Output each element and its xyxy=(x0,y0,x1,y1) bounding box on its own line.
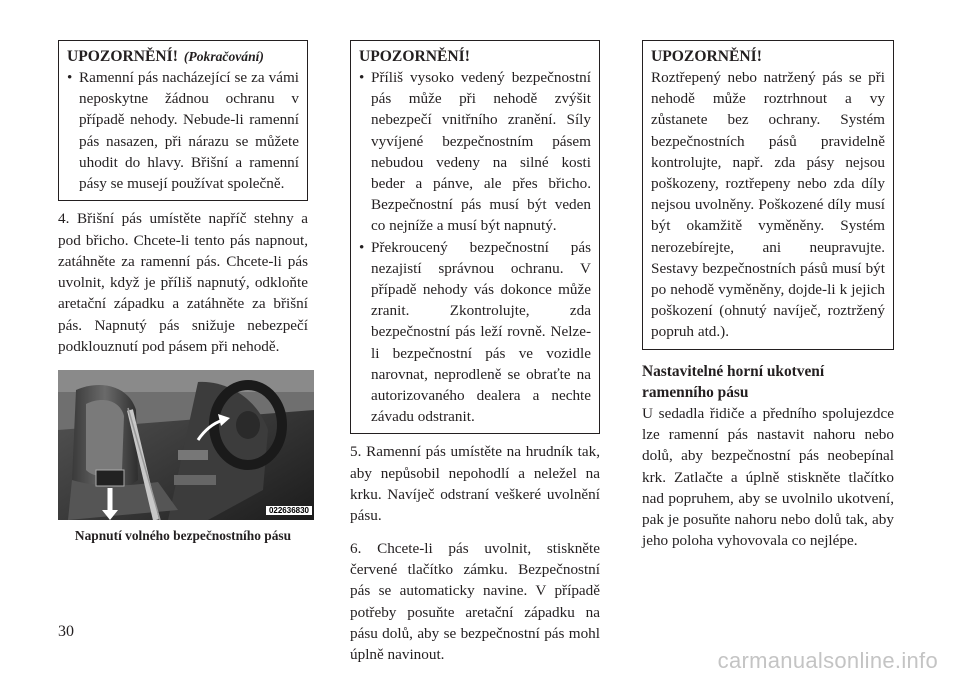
page-number: 30 xyxy=(58,623,74,640)
bullet-dot: • xyxy=(359,238,365,256)
warning-continued-label: (Pokračování) xyxy=(183,49,264,64)
step-5-text: 5. Ramenní pás umístěte na hrudník tak, aby nepůsobil nepohodlí a neležel na krku. Navíječ odstraní veškeré uvolnění pásu. xyxy=(350,443,600,525)
figure-caption: Napnutí volného bezpečnostního pásu xyxy=(74,528,292,544)
warning-text: Roztřepený nebo natržený pás se při nehodě může roztrhnout a vy zůstanete bez ochrany. Systém bezpečnostních pásů pravidelně kontrolujte, např. zda pásy nejsou poškozeny, roztřepeny nebo zda díly nejsou uvolněny. Poškozené díly musí být okamžitě vyměněny. Systém nerozebírejte, ani neupravujte. Sestavy bezpečnostních pásů musí být po nehodě vyměněny, dojde-li k jejich poškození (ohnutý navíječ, roztržený popruh atd.). xyxy=(651,69,885,341)
column-middle xyxy=(350,40,600,665)
warning-bullet-text: Ramenní pás nacházející se za vámi neposkytne žádnou ochranu v případě nehody. Nebude-li ramenní pás nasazen, při nárazu se můžete uhodit do hlavy. Břišní a ramenní pásy se musejí používat společně. xyxy=(79,69,299,193)
bullet-dot: • xyxy=(359,69,365,86)
warning-bullet xyxy=(359,67,591,237)
section-text: U sedadla řidiče a předního spolujezdce lze ramenní pás nastavit nahoru nebo dolů, aby bezpečnostní pás neobepínal krk. Zatlačte a úplně stiskněte tlačítko nad popruhem, aby se uvolnilo ukotvení, pak je posuňte nahoru nebo dolů tak, aby jeho poloha vyhovovala co nejlépe. xyxy=(642,404,894,550)
warning-box-belt-routing xyxy=(350,40,600,434)
warning-bullet-text: Příliš vysoko vedený bezpečnostní pás může při nehodě zvýšit nebezpečí vnitřního zranění. Síly vyvíjené bezpečnostním pásem nebudou vedeny na silné kosti beder a pánve, ale přes břicho. Bezpečnostní pás musí být veden co nejníže a musí být napnutý. xyxy=(371,69,591,235)
seat-belt-photo xyxy=(58,370,314,520)
warning-bullet-text: Překroucený bezpečnostní pás nezajistí správnou ochranu. V případě nehody vás dokonce může zranit. Zkontrolujte, zda bezpečnostní pás leží rovně. Nelze-li bezpečnostní pás ve vozidle narovnat, neprodleně se obraťte na autorizovaného dealera a nechte závadu odstranit. xyxy=(371,238,591,426)
step-6-text: 6. Chcete-li pás uvolnit, stiskněte červené tlačítko zámku. Bezpečnostní pás se automaticky navine. V případě potřeby posuňte aretační západku na pásu dolů, aby se bezpečnostní pás mohl úplně navinout. xyxy=(350,539,600,664)
bullet-dot: • xyxy=(67,69,73,86)
watermark: carmanualsonline.info xyxy=(717,648,938,673)
figure-code: 022636830 xyxy=(266,506,312,515)
warning-bullet xyxy=(67,67,299,194)
warning-title-text: UPOZORNĚNÍ! xyxy=(67,48,178,65)
step-4-text: 4. Břišní pás umístěte napříč stehny a pod břicho. Chcete-li tento pás napnout, zatáhněte za ramenní pás. Chcete-li pás uvolnit, když je příliš napnutý, odkloňte aretační západku a zatáhněte za břišní pás. Napnutý pás snižuje nebezpečí podklouznutí pod pásem při nehodě. xyxy=(58,210,308,355)
warning-box-damaged-belt xyxy=(642,40,894,350)
warning-title: UPOZORNĚNÍ! xyxy=(359,48,470,65)
warning-bullet xyxy=(359,237,591,428)
column-left xyxy=(58,40,308,544)
warning-title xyxy=(67,47,299,67)
section-heading: Nastavitelné horní ukotvení ramenního pásu xyxy=(642,362,825,401)
column-right xyxy=(642,40,894,552)
seat-belt-illustration xyxy=(58,370,314,520)
warning-title: UPOZORNĚNÍ! xyxy=(651,48,762,65)
warning-box-continued xyxy=(58,40,308,201)
